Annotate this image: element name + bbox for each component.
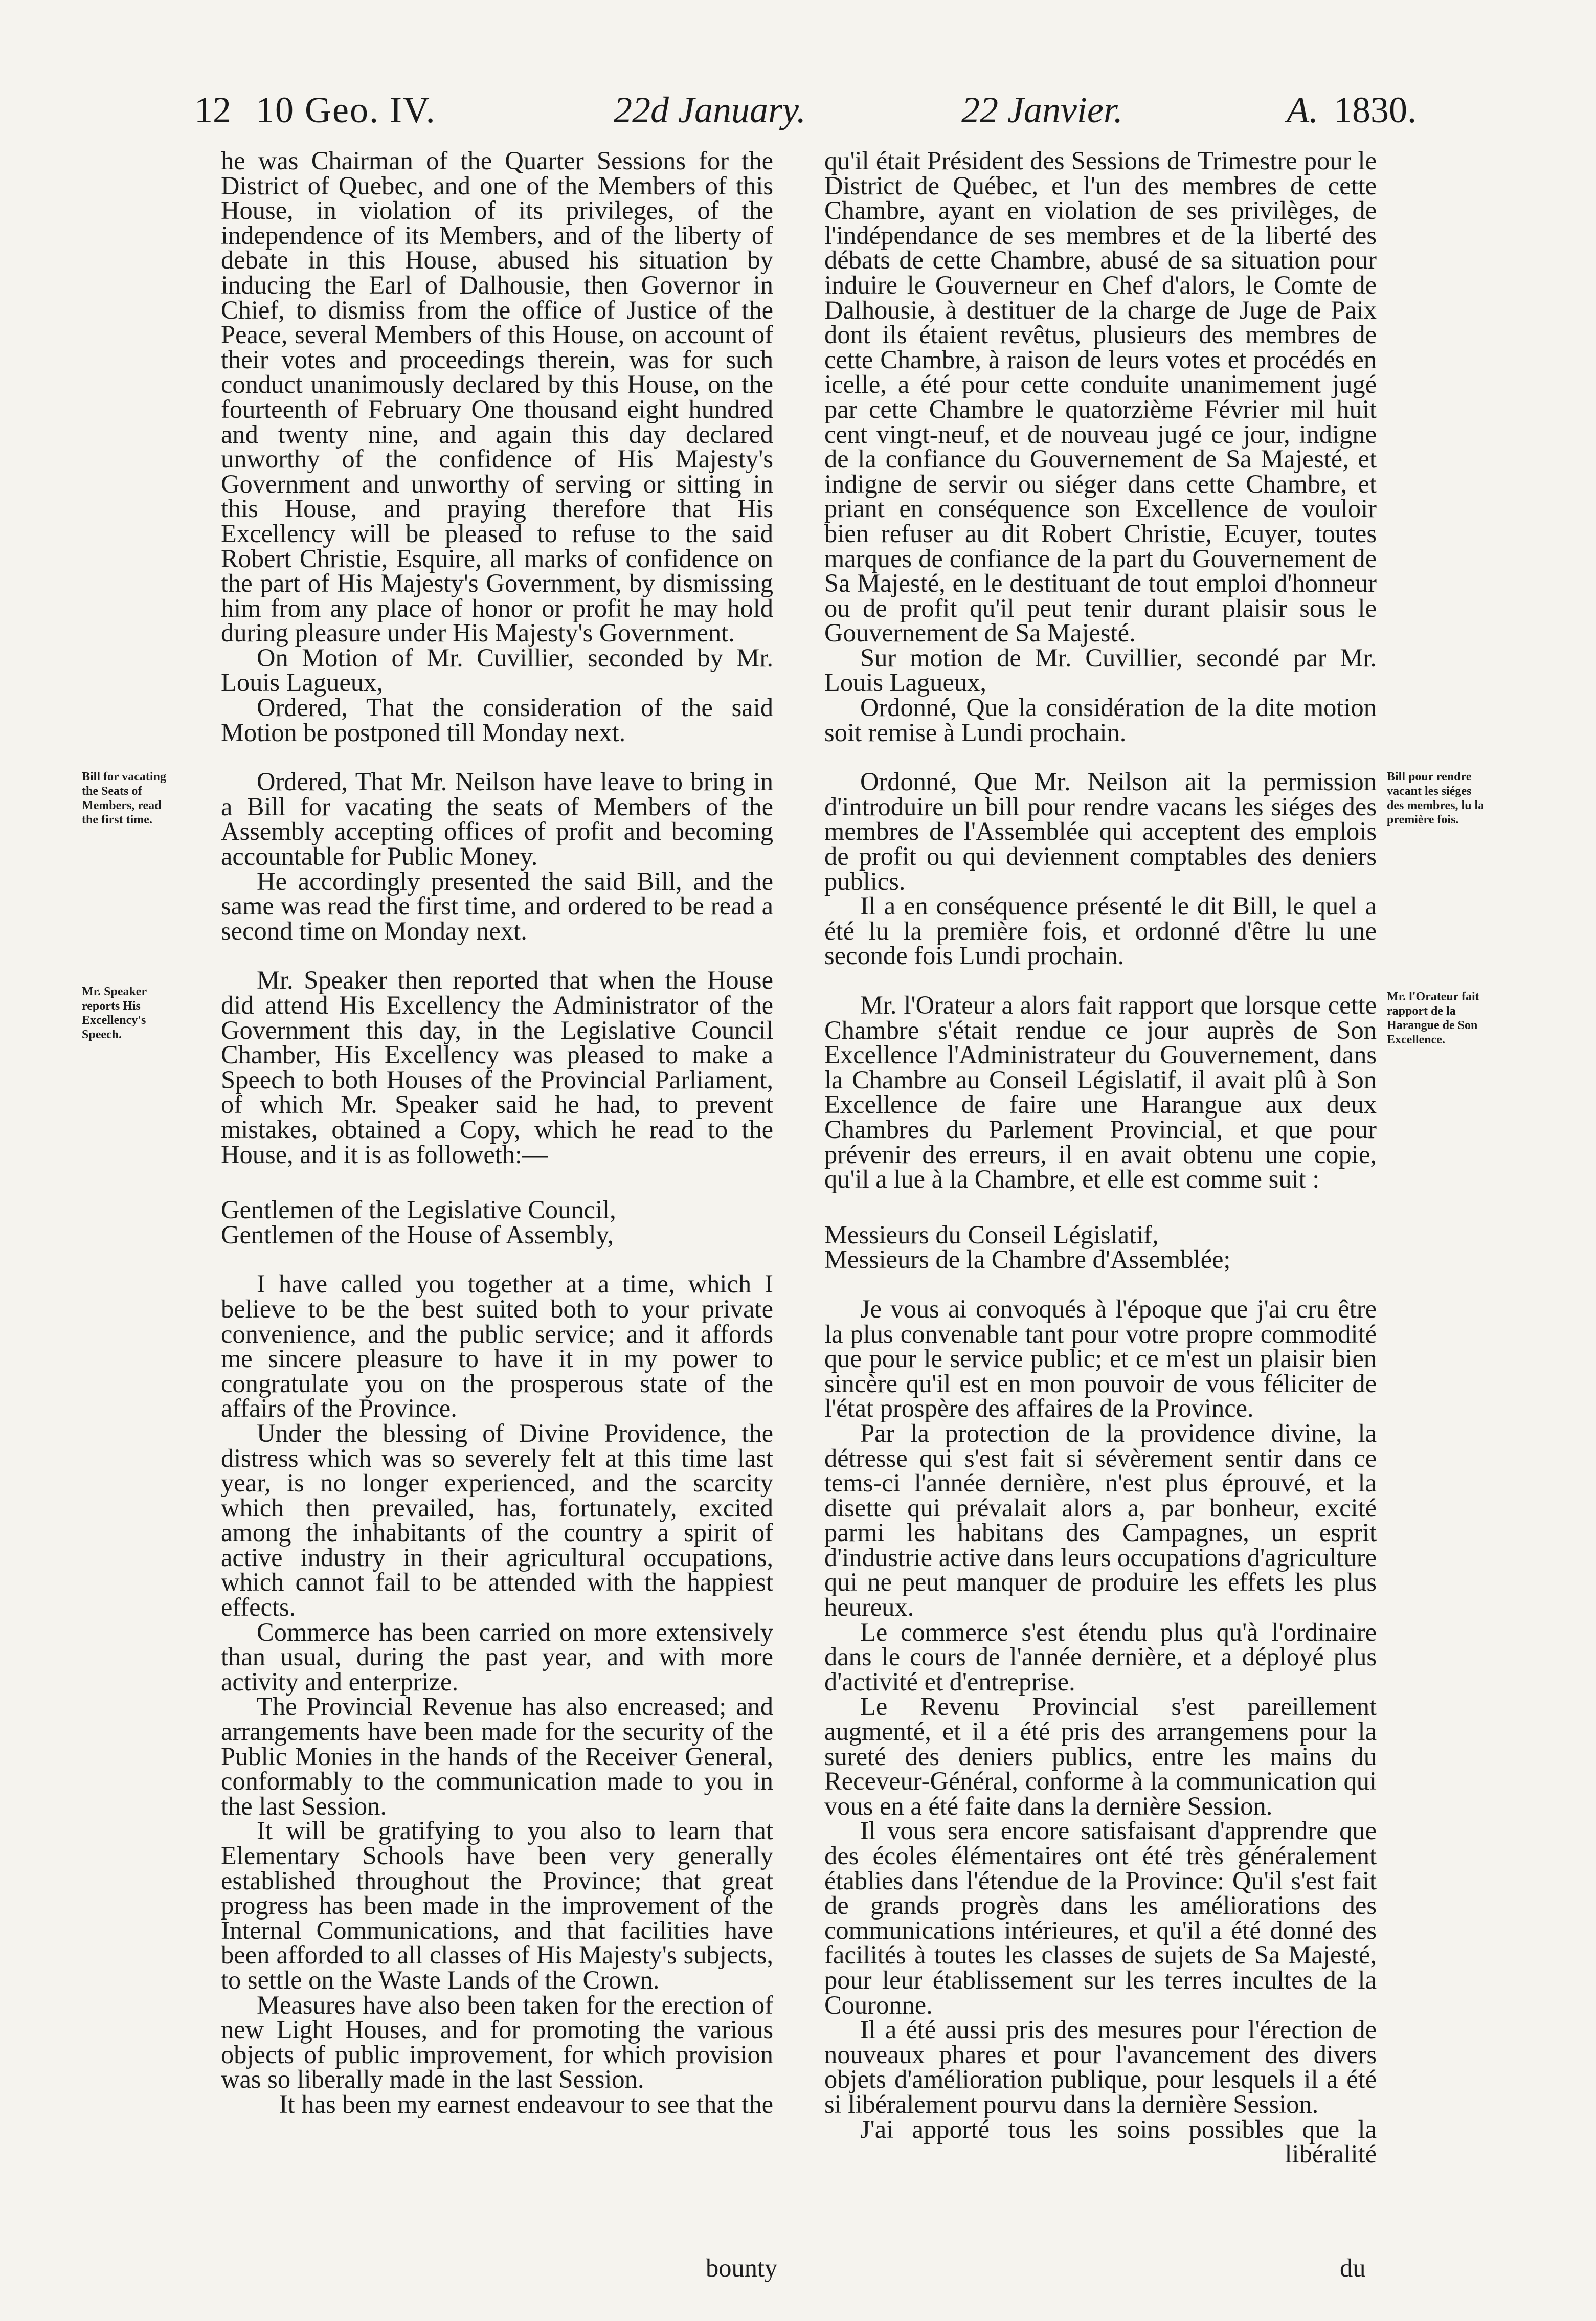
margin-note-bill-fr: Bill pour rendre vacant les siéges des membres, lu la première fois.	[1387, 770, 1485, 827]
margin-note-speaker-en: Mr. Speaker reports His Excellency's Speech.	[82, 985, 147, 1041]
fr-catchword: du	[1340, 2253, 1366, 2282]
en-speech-5: It will be gratifying to you also to learn that Elementary Schools have been very generally established throughout the Province; that great progress has been made in the improvement of the Internal Communications, and that facilities have been afforded to all classes of His Majesty's subjects, to settle on the Waste Lands of the Crown.	[221, 1816, 773, 1994]
spacer	[824, 968, 1377, 993]
en-address-1: Gentlemen of the Legislative Council,	[221, 1195, 616, 1224]
en-paragraph-6: Mr. Speaker then reported that when the House did attend His Excellency the Administrator of the Government this day, in the Legislative Council Chamber, His Excellency was pleased to make a Speech to both Houses of the Provincial Parliament, of which Mr. Speaker said he had, to prevent mistakes, obtained a Copy, which he read to the House, and it is as followeth:—	[221, 966, 773, 1169]
spacer	[824, 1192, 1377, 1222]
regnal-year: 10 Geo. IV.	[256, 90, 436, 130]
margin-note-speaker-fr: Mr. l'Orateur fait rapport de la Harangue de Son Excellence.	[1387, 990, 1479, 1046]
en-paragraph-4: Ordered, That Mr. Neilson have leave to bring in a Bill for vacating the seats of Members of the Assembly accepting offices of profit and becoming accountable for Public Money.	[221, 767, 773, 871]
en-paragraph-1: he was Chairman of the Quarter Sessions for the District of Quebec, and one of the Members of this House, in violation of its privileges, of the independence of its Members, and of the liberty of debate in this House, abused his situation by inducing the Earl of Dalhousie, then Governor in Chief, to dismiss from the office of Justice of the Peace, several Members of this House, on account of their votes and proceedings therein, was for such conduct unanimously declared by this House, on the fourteenth of February One thousand eight hundred and twenty nine, and again this day declared unworthy of the confidence of His Majesty's Government and unworthy of serving or sitting in this House, and praying therefore that His Excellency will be pleased to refuse to the said Robert Christie, Esquire, all marks of confidence on the part of His Majesty's Government, by dismissing him from any place of honor or profit he may hold during pleasure under His Majesty's Government.	[221, 146, 773, 648]
fr-paragraph-6: Mr. l'Orateur a alors fait rapport que lorsque cette Chambre s'était rendue ce jour auprès de Son Excellence l'Administrateur du Gouvernement, dans la Chambre au Conseil Législatif, il avait plû à Son Excellence de faire une Harangue aux deux Chambres du Parlement Provincial, et que pour prévenir des erreurs, il en avait obtenu une copie, qu'il a lue à la Chambre, et elle est comme suit :	[824, 991, 1377, 1194]
fr-paragraph-5: Il a en conséquence présenté le dit Bill, le quel a été lu la première fois, et ordonné d'être lu une seconde fois Lundi prochain.	[824, 891, 1377, 970]
fr-speech-1: Je vous ai convoqués à l'époque que j'ai cru être la plus convenable tant pour votre propre commodité que pour le service public; et ce m'est un plaisir bien sincère qu'il est en mon pouvoir de vous féliciter de l'état prospère des affaires de la Province.	[824, 1294, 1377, 1423]
en-speech-3: Commerce has been carried on more extensively than usual, during the past year, and with more activity and enterprize.	[221, 1617, 773, 1696]
fr-speech-6: Il a été aussi pris des mesures pour l'érection de nouveaux phares et pour l'avancement des divers objets d'amélioration publique, pour lesquels il a été si libéralement pourvu dans la dernière Session.	[824, 2015, 1377, 2118]
en-address-2: Gentlemen of the House of Assembly,	[221, 1220, 614, 1249]
en-paragraph-3: Ordered, That the consideration of the said Motion be postponed till Monday next.	[221, 693, 773, 747]
page-number: 12	[194, 90, 231, 130]
date-french: 22 Janvier.	[961, 90, 1123, 130]
spacer	[824, 745, 1377, 769]
en-paragraph-2: On Motion of Mr. Cuvillier, seconded by Mr. Louis Lagueux,	[221, 643, 773, 697]
french-column	[824, 148, 1377, 2167]
spacer	[221, 1247, 773, 1271]
date-english: 22d January.	[614, 90, 806, 130]
year-prefix: A.	[1287, 90, 1318, 130]
fr-paragraph-2: Sur motion de Mr. Cuvillier, secondé par Mr. Louis Lagueux,	[824, 643, 1377, 697]
fr-paragraph-4: Ordonné, Que Mr. Neilson ait la permission d'introduire un bill pour rendre vacans les siéges des membres de l'Assemblée qui acceptent des emplois de profit ou qui deviennent comptables des deniers publics.	[824, 767, 1377, 896]
year	[1287, 87, 1417, 133]
en-catchword: bounty	[706, 2253, 778, 2282]
spacer	[221, 1167, 773, 1197]
fr-speech-4: Le Revenu Provincial s'est pareillement augmenté, et il a été pris des arrangemens pour la sureté des deniers publics, entre les mains du Receveur-Général, conforme à la communication qui vous en a été faite dans la dernière Session.	[824, 1692, 1377, 1820]
fr-paragraph-1: qu'il était Président des Sessions de Trimestre pour le District de Québec, et l'un des membres de cette Chambre, ayant en violation de ses privilèges, de l'indépendance de ses membres et de la liberté des débats de cette Chambre, abusé de sa situation pour induire le Gouverneur en Chef d'alors, le Comte de Dalhousie, à destituer de la charge de Juge de Paix dont ils étaient revêtus, plusieurs des membres de cette Chambre, à raison de leurs votes et procédés en icelle, a été pour cette conduite unanimement jugé par cette Chambre le quatorzième Février mil huit cent vingt-neuf, et de nouveau jugé ce jour, indigne de la confiance du Gouvernement de Sa Majesté, et indigne de servir ou siéger dans cette Chambre, et priant en conséquence son Excellence de vouloir bien refuser au dit Robert Christie, Ecuyer, toutes marques de confiance de la part du Gouvernement de Sa Majesté, en le destituant de tout emploi d'honneur ou de profit qu'il peut tenir durant plaisir sous le Gouvernement de Sa Majesté.	[824, 146, 1377, 648]
year-value: 1830.	[1334, 90, 1417, 130]
en-paragraph-5: He accordingly presented the said Bill, and the same was read the first time, and ordered to be read a second time on Monday next.	[221, 866, 773, 945]
fr-speech-7: J'ai apporté tous les soins possibles que la libéralité	[860, 2114, 1377, 2169]
fr-speech-2: Par la protection de la providence divine, la détresse qui s'est fait si sévèrement sentir dans ce tems-ci l'année dernière, n'est plus éprouvé, et la disette qui prévalait alors a, par bonheur, excité parmi les habitans des Campagnes, un esprit d'industrie active dans leurs occupations d'agriculture qui ne peut manquer de produire les effets les plus heureux.	[824, 1418, 1377, 1622]
fr-address-1: Messieurs du Conseil Législatif,	[824, 1220, 1159, 1249]
fr-paragraph-3: Ordonné, Que la considération de la dite motion soit remise à Lundi prochain.	[824, 693, 1377, 747]
en-speech-4: The Provincial Revenue has also encreased; and arrangements have been made for the security of the Public Monies in the hands of the Receiver General, conformably to the communication made to you in the last Session.	[221, 1692, 773, 1820]
margin-note-bill-en: Bill for vacating the Seats of Members, read the first time.	[82, 770, 166, 827]
running-header	[194, 87, 1417, 138]
en-speech-2: Under the blessing of Divine Providence, the distress which was so severely felt at this time last year, is no longer experienced, and the scarcity which then prevailed, has, fortunately, excited among the inhabitants of the country a spirit of active industry in their agricultural occupations, which cannot fail to be attended with the happiest effects.	[221, 1418, 773, 1622]
spacer	[824, 1272, 1377, 1297]
fr-speech-3: Le commerce s'est étendu plus qu'à l'ordinaire dans le cours de l'année dernière, et a déployé plus d'activité et d'entreprise.	[824, 1617, 1377, 1696]
fr-address-2: Messieurs de la Chambre d'Assemblée;	[824, 1245, 1231, 1274]
en-speech-7: It has been my earnest endeavour to see that the	[279, 2089, 773, 2118]
english-column	[221, 148, 773, 2117]
en-speech-1: I have called you together at a time, which I believe to be the best suited both to your private convenience, and the public service; and it affords me sincere pleasure to have it in my power to congratulate you on the prosperous state of the affairs of the Province.	[221, 1269, 773, 1423]
spacer	[221, 943, 773, 968]
en-speech-6: Measures have also been taken for the erection of new Light Houses, and for promoting the various objects of public improvement, for which provision was so liberally made in the last Session.	[221, 1990, 773, 2094]
spacer	[221, 745, 773, 769]
fr-speech-5: Il vous sera encore satisfaisant d'apprendre que des écoles élémentaires ont été très généralement établies dans l'étendue de la Province: Qu'il s'est fait de grands progrès dans les améliorations des communications intérieures, et qu'il a été donné des facilités à toutes les classes de sujets de Sa Majesté, pour leur établissement sur les terres incultes de la Couronne.	[824, 1816, 1377, 2019]
